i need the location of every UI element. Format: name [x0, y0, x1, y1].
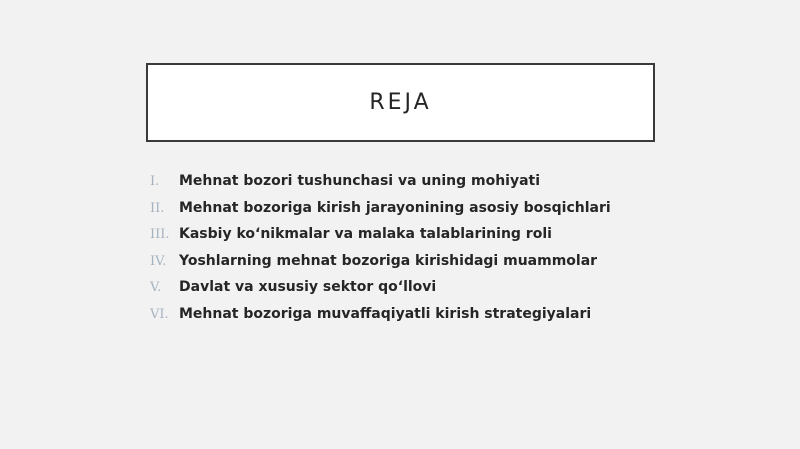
agenda-item — [150, 173, 670, 200]
agenda-numeral: III. — [150, 227, 170, 242]
agenda-item — [150, 253, 670, 280]
agenda-numeral: IV. — [150, 253, 167, 269]
agenda-numeral: V. — [150, 280, 162, 295]
agenda-text: Mehnat bozoriga kirish jarayonining asosiy bosqichlari — [179, 199, 611, 216]
agenda-item — [150, 279, 670, 306]
agenda-text: Mehnat bozori tushunchasi va uning mohiyati — [179, 173, 541, 189]
slide-title: REJA — [369, 90, 432, 115]
agenda-text: Kasbiy ko‘nikmalar va malaka talablarining roli — [179, 226, 552, 242]
agenda-list — [150, 173, 670, 332]
agenda-numeral: VI. — [150, 306, 169, 322]
agenda-text: Yoshlarning mehnat bozoriga kirishidagi muammolar — [179, 252, 598, 269]
agenda-text: Davlat va xususiy sektor qo‘llovi — [179, 279, 437, 295]
title-box — [146, 63, 655, 142]
agenda-numeral: I. — [150, 174, 160, 189]
agenda-item — [150, 200, 670, 227]
agenda-numeral: II. — [150, 200, 165, 216]
agenda-item — [150, 306, 670, 333]
agenda-text: Mehnat bozoriga muvaffaqiyatli kirish strategiyalari — [179, 305, 592, 322]
agenda-item — [150, 226, 670, 253]
